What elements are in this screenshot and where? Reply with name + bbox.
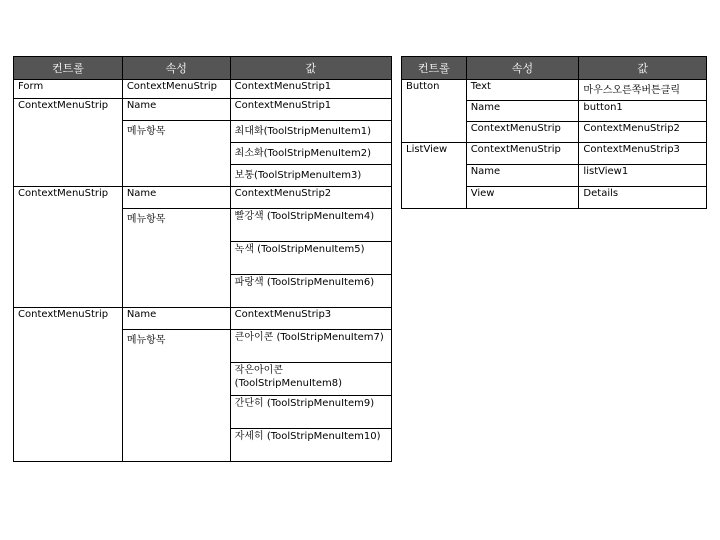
control-cell: ContextMenuStrip xyxy=(14,99,123,187)
table-row xyxy=(402,143,707,165)
table-row xyxy=(402,80,707,101)
property-cell: View xyxy=(466,187,579,209)
value-cell: ContextMenuStrip1 xyxy=(230,99,391,121)
value-cell: ContextMenuStrip3 xyxy=(579,143,707,165)
value-cell: 녹색 (ToolStripMenuItem5) xyxy=(230,242,391,275)
control-cell: Form xyxy=(14,80,123,99)
control-cell: ListView xyxy=(402,143,467,209)
value-cell: ContextMenuStrip2 xyxy=(579,122,707,143)
table-row xyxy=(14,187,392,209)
header-row xyxy=(14,57,392,80)
value-cell: 간단히 (ToolStripMenuItem9) xyxy=(230,396,391,429)
property-cell: Text xyxy=(466,80,579,101)
value-cell: 최소화(ToolStripMenuItem2) xyxy=(230,143,391,165)
value-cell: 자세히 (ToolStripMenuItem10) xyxy=(230,429,391,462)
header-value: 값 xyxy=(579,57,707,80)
property-cell: ContextMenuStrip xyxy=(122,80,230,99)
table-row xyxy=(14,308,392,330)
header-row xyxy=(402,57,707,80)
property-cell: Name xyxy=(122,187,230,209)
header-value: 값 xyxy=(230,57,391,80)
control-cell: ContextMenuStrip xyxy=(14,187,123,308)
property-cell: ContextMenuStrip xyxy=(466,122,579,143)
property-cell: 메뉴항목 xyxy=(122,121,230,187)
header-control: 컨트롤 xyxy=(402,57,467,80)
value-cell: 최대화(ToolStripMenuItem1) xyxy=(230,121,391,143)
value-cell: Details xyxy=(579,187,707,209)
header-property: 속성 xyxy=(122,57,230,80)
value-cell: button1 xyxy=(579,101,707,122)
value-cell: 빨강색 (ToolStripMenuItem4) xyxy=(230,209,391,242)
right-properties-table xyxy=(401,56,707,209)
table-row xyxy=(14,80,392,99)
value-cell: 파랑색 (ToolStripMenuItem6) xyxy=(230,275,391,308)
property-cell: Name xyxy=(466,101,579,122)
value-cell: 작은아이콘 (ToolStripMenuItem8) xyxy=(230,363,391,396)
value-cell: ContextMenuStrip2 xyxy=(230,187,391,209)
left-properties-table xyxy=(13,56,392,462)
value-cell: ContextMenuStrip1 xyxy=(230,80,391,99)
property-cell: Name xyxy=(466,165,579,187)
header-property: 속성 xyxy=(466,57,579,80)
property-cell: 메뉴항목 xyxy=(122,209,230,308)
control-cell: Button xyxy=(402,80,467,143)
property-cell: ContextMenuStrip xyxy=(466,143,579,165)
property-cell: Name xyxy=(122,99,230,121)
header-control: 컨트롤 xyxy=(14,57,123,80)
property-cell: 메뉴항목 xyxy=(122,330,230,462)
value-cell: listView1 xyxy=(579,165,707,187)
value-cell: 마우스오른쪽버튼클릭 xyxy=(579,80,707,101)
value-cell: 큰아이콘 (ToolStripMenuItem7) xyxy=(230,330,391,363)
table-row xyxy=(14,99,392,121)
value-cell: 보통(ToolStripMenuItem3) xyxy=(230,165,391,187)
property-cell: Name xyxy=(122,308,230,330)
control-cell: ContextMenuStrip xyxy=(14,308,123,462)
value-cell: ContextMenuStrip3 xyxy=(230,308,391,330)
